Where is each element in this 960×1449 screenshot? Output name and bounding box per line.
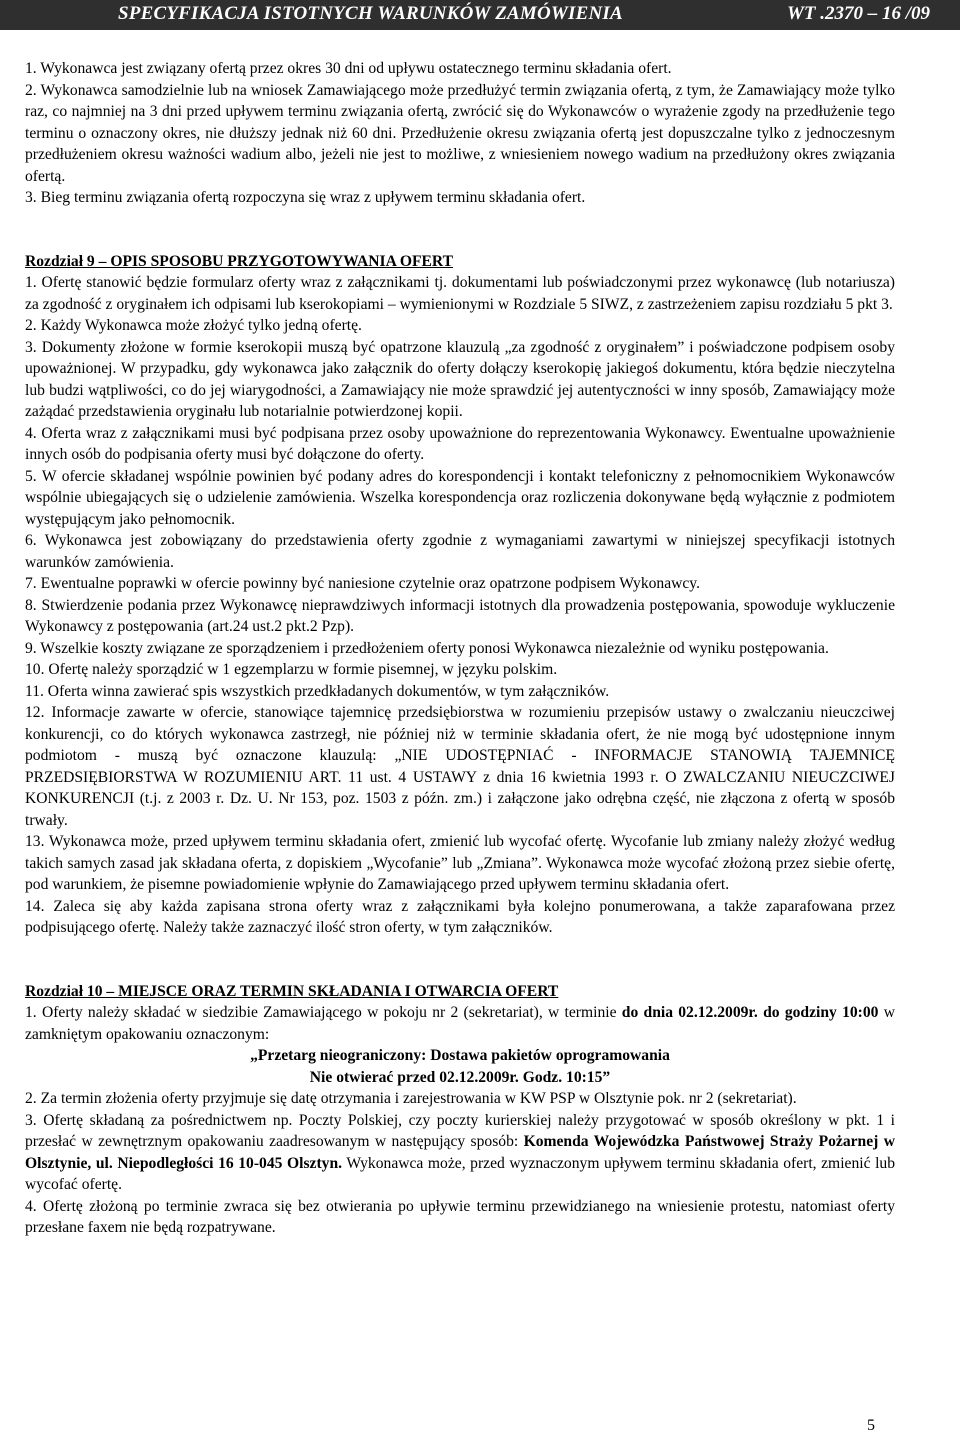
document-header	[0, 0, 960, 30]
paragraph	[25, 1002, 895, 1045]
list-item: 10. Ofertę należy sporządzić w 1 egzemplarzu w formie pisemnej, w języku polskim.	[25, 661, 558, 678]
list-item: 5. W ofercie składanej wspólnie powinien być podany adres do korespondencji i kontakt telefoniczny z pełnomocnikiem Wykonawców wspólnie ubiegających się o udzielenie zamówienia. Wszelka korespondencja oraz rozliczenia dokonywane będą wyłącznie z podmiotem występującym jako pełnomocnik.	[25, 467, 895, 528]
list-item: 11. Oferta winna zawierać spis wszystkich przedkładanych dokumentów, w tym załączników.	[25, 682, 610, 700]
envelope-label-line-2: Nie otwierać przed 02.12.2009r. Godz. 10:15”	[309, 1068, 611, 1086]
list-item: 12. Informacje zawarte w ofercie, stanowiące tajemnicę przedsiębiorstwa w rozumieniu przepisów ustawy o zwalczaniu nieuczciwej konkurencji, co do których wykonawca zastrzegł, nie później niż w terminie składania ofert, że nie mogą być udostępnione innym podmiotom - muszą być oznaczone klauzulą: „NIE UDOSTĘPNIAĆ - INFORMACJE STANOWIĄ TAJEMNICĘ PRZEDSIĘBIORSTWA W ROZUMIENIU ART. 11 ust. 4 USTAWY z dnia 16 kwietnia 1993 r. O ZWALCZANIU NIEUCZCIWEJ KONKURENCJI (t.j. z 2003 r. Dz. U. Nr 153, poz. 1503 z późn. zm.) i załączone jako odrębna część, nie złączona z ofertą w sposób trwały.	[25, 704, 895, 829]
list-item: 2. Każdy Wykonawca może złożyć tylko jedną ofertę.	[25, 317, 362, 334]
list-item: 4. Oferta wraz z załącznikami musi być podpisana przez osoby upoważnione do reprezentowania Wykonawcy. Ewentualne upoważnienie innych osób do podpisania oferty musi być dołączone do oferty.	[25, 424, 895, 463]
text-run: 1. Oferty należy składać w siedzibie Zamawiającego w pokoju nr 2 (sekretariat), w terminie	[25, 1004, 622, 1021]
text-run: Wykonawca może, przed wyznaczonym upływem terminu składania ofert, zmienić lub wycofać ofertę.	[25, 1154, 896, 1193]
paragraph: 3. Bieg terminu związania ofertą rozpoczyna się wraz z upływem terminu składania ofert.	[25, 189, 586, 206]
text-run: 3. Ofertę składaną za pośrednictwem np. Poczty Polskiej, czy poczty kurierskiej należy przygotować w sposób określony w pkt. 1 i przesłać w zewnętrznym opakowaniu zaadresowanym w następujący sposób:	[25, 1111, 895, 1150]
list-item: 1. Ofertę stanowić będzie formularz oferty wraz z załącznikami tj. dokumentami lub poświadczonymi przez wykonawcę (lub notariusza) za zgodność z oryginałem ich odpisami lub kserokopiami – wymienionymi w Rozdziale 5 SIWZ, z zastrzeżeniem zapisu rozdziału 5 pkt 3.	[25, 274, 895, 313]
list-item: 7. Ewentualne poprawki w ofercie powinny być naniesione czytelnie oraz opatrzone podpisem Wykonawcy.	[25, 575, 700, 592]
list-item: 14. Zaleca się aby każda zapisana strona oferty wraz z załącznikami była kolejno ponumerowana, a także zaparafowana przez podpisującego ofertę. Należy także zaznaczyć ilość stron oferty, w tym załączników.	[25, 897, 895, 936]
envelope-label-line-1: „Przetarg nieograniczony: Dostawa pakietów oprogramowania	[250, 1047, 670, 1064]
address-text: Komenda Wojewódzka Państwowej Straży Pożarnej w Olsztynie, ul. Niepodległości 16 10-045 Olsztyn.	[25, 1133, 895, 1172]
list-item: 3. Dokumenty złożone w formie kserokopii muszą być opatrzone klauzulą „za zgodność z oryginałem” i poświadczone podpisem osoby upoważnionej. W przypadku, gdy wykonawca jako załącznik do oferty dołączy kserokopię jakiegoś dokumentu, która będzie nieczytelna lub budzi wątpliwości, co do jej wiarygodności, a Zamawiający nie może sprawdzić jej autentyczności w inny sposób, Zamawiający może zażądać przedstawienia oryginału lub notarialnie potwierdzonej kopii.	[25, 338, 895, 420]
section-heading-10: Rozdział 10 – MIEJSCE ORAZ TERMIN SKŁADANIA I OTWARCIA OFERT	[25, 982, 559, 1000]
list-item: 6. Wykonawca jest zobowiązany do przedstawienia oferty zgodnie z wymaganiami zawartymi w niniejszej specyfikacji istotnych warunków zamówienia.	[25, 532, 895, 571]
list-item: 8. Stwierdzenie podania przez Wykonawcę nieprawdziwych informacji istotnych dla prowadzenia postępowania, spowoduje wykluczenie Wykonawcy z postępowania (art.24 ust.2 pkt.2 Pzp).	[25, 596, 895, 635]
paragraph: 4. Ofertę złożoną po terminie zwraca się bez otwierania po upływie terminu przewidzianego na wniesienie protestu, natomiast oferty przesłane faxem nie będą rozpatrywane.	[25, 1197, 895, 1236]
deadline-text: do dnia 02.12.2009r. do godziny 10:00	[621, 1004, 879, 1021]
header-reference: WT .2370 – 16 /09	[786, 3, 930, 24]
paragraph: 1. Wykonawca jest związany ofertą przez okres 30 dni od upływu ostatecznego terminu składania ofert.	[25, 60, 672, 77]
paragraph	[25, 1110, 895, 1196]
text-run: w zamkniętym opakowaniu oznaczonym:	[25, 1004, 895, 1043]
section-heading-9: Rozdział 9 – OPIS SPOSOBU PRZYGOTOWYWANIA OFERT	[25, 252, 454, 270]
paragraph: 2. Za termin złożenia oferty przyjmuje się datę otrzymania i zarejestrowania w KW PSP w Olsztynie pok. nr 2 (sekretariat).	[25, 1090, 797, 1107]
page-number: 5	[867, 1417, 875, 1434]
paragraph: 2. Wykonawca samodzielnie lub na wniosek Zamawiającego może przedłużyć termin związania ofertą, z tym, że Zamawiający może tylko raz, co najmniej na 3 dni przed upływem terminu związania ofertą, zwrócić się do Wykonawców o wyrażenie zgody na przedłużenie tego terminu o oznaczony okres, nie dłuższy jednak niż 60 dni. Przedłużenie okresu związania ofertą jest dopuszczalne tylko z jednoczesnym przedłużeniem okresu ważności wadium albo, jeżeli nie jest to możliwe, z wniesieniem nowego wadium na przedłużony okres związania ofertą.	[25, 81, 895, 185]
list-item: 9. Wszelkie koszty związane ze sporządzeniem i przedłożeniem oferty ponosi Wykonawca niezależnie od wyniku postępowania.	[25, 639, 829, 657]
document-body	[25, 58, 895, 1239]
header-title: SPECYFIKACJA ISTOTNYCH WARUNKÓW ZAMÓWIENIA	[118, 3, 623, 24]
list-item: 13. Wykonawca może, przed upływem terminu składania ofert, zmienić lub wycofać ofertę. Wycofanie lub zmiany należy złożyć według takich samych zasad jak składana oferta, z dopiskiem „Wycofanie” lub „Zmiana”. Wykonawca może wycofać złożoną przez siebie ofertę, pod warunkiem, że pisemne powiadomienie wpłynie do Zamawiającego przed upływem terminu składania ofert.	[25, 833, 895, 893]
